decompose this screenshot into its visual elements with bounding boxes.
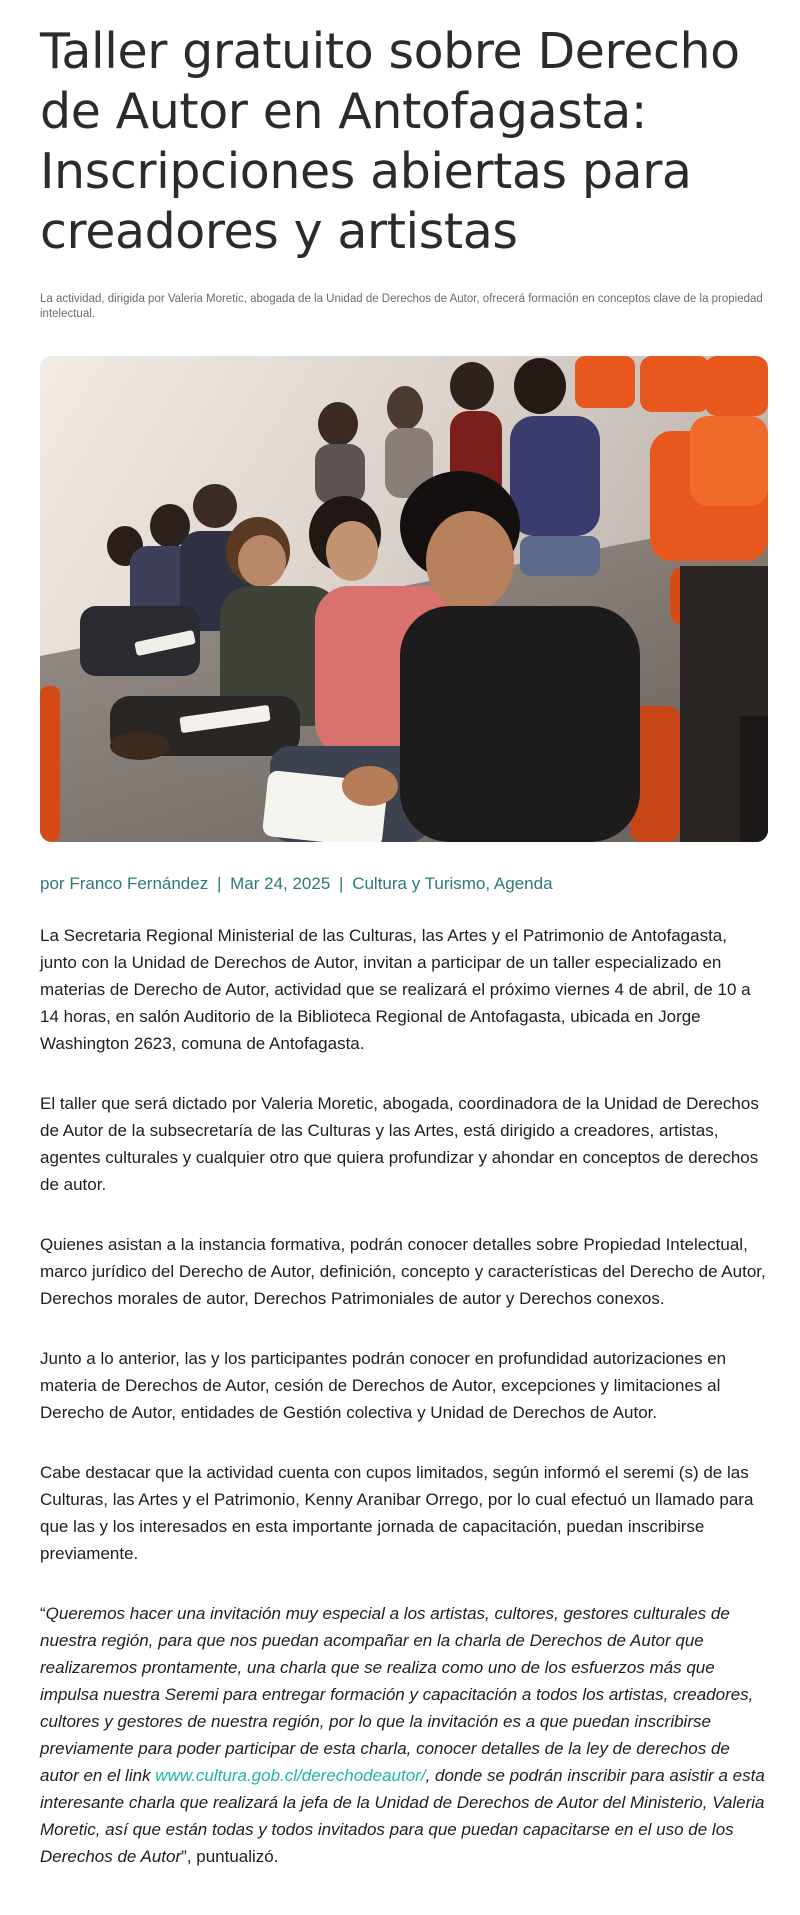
category-link-agenda[interactable]: Agenda [493,874,553,893]
article [40,0,768,1870]
post-meta [40,873,768,895]
paragraph-2: El taller que será dictado por Valeria Moretic, abogada, coordinadora de la Unidad de Derechos de Autor de la subsecretaría de las Culturas y las Artes, está dirigido a creadores, artistas, agentes culturales y cualquier otro que quiera profundizar y ahondar en conceptos de derechos de autor. [40,1094,759,1194]
paragraph-5: Cabe destacar que la actividad cuenta con cupos limitados, según informó el seremi (s) de las Culturas, las Artes y el Patrimonio, Kenny Aranibar Orrego, por lo cual efectuó un llamado para que las y los interesados en esta importante jornada de capacitación, puedan inscribirse previamente. [40,1463,754,1563]
derecho-de-autor-link[interactable]: www.cultura.gob.cl/derechodeautor/ [155,1766,426,1785]
quote-attribution: , puntualizó. [186,1847,279,1866]
meta-separator: | [339,874,344,893]
paragraph-4: Junto a lo anterior, las y los participantes podrán conocer en profundidad autorizaciones en materia de Derechos de Autor, cesión de Derechos de Autor, excepciones y limitaciones al Derecho de Autor, entidades de Gestión colectiva y Unidad de Derechos de Autor. [40,1349,727,1422]
hero-image [40,356,768,842]
article-body [40,922,768,1870]
meta-by: por [40,874,65,893]
category-separator: , [485,874,491,893]
article-title: Taller gratuito sobre Derecho de Autor en Antofagasta: Inscripciones abiertas para creadores y artistas [40,23,740,260]
category-link-cultura[interactable]: Cultura y Turismo [352,874,486,893]
quote-close-mark: ” [181,1847,187,1866]
workshop-photo [40,356,768,842]
quote-open-mark: “ [40,1604,46,1623]
paragraph-3: Quienes asistan a la instancia formativa, podrán conocer detalles sobre Propiedad Intelectual, marco jurídico del Derecho de Autor, definición, concepto y características del Derecho de Autor, Derechos morales de autor, Derechos Patrimoniales de autor y Derechos conexos. [40,1235,766,1308]
post-date: Mar 24, 2025 [230,874,331,893]
quote-paragraph [40,1600,768,1870]
quote-text-before-link: Queremos hacer una invitación muy especial a los artistas, cultores, gestores culturales de nuestra región, para que nos puedan acompañar en la charla de Derechos de Autor que realizaremos prontamente, una charla que se realiza como uno de los esfuerzos más que impulsa nuestra Seremi para entregar formación y capacitación a todos los artistas, creadores, cultores y gestores de nuestra región, por lo que la invitación es a que puedan inscribirse previamente para poder participar de esta charla, conocer detalles de la ley de derechos de autor en el link [40,1604,754,1785]
quote-text-after-link: , donde se podrán inscribir para asistir a esta interesante charla que realizará la jefa de la Unidad de Derechos de Autor del Ministerio, Valeria Moretic, así que están todas y todos invitados para que puedan capacitarse en el uso de los Derechos de Autor [40,1766,765,1866]
meta-separator: | [216,874,222,893]
article-excerpt: La actividad, dirigida por Valeria Moretic, abogada de la Unidad de Derechos de Autor, ofrecerá formación en conceptos clave de la propiedad intelectual. [40,293,763,320]
paragraph-1: La Secretaria Regional Ministerial de las Culturas, las Artes y el Patrimonio de Antofagasta, junto con la Unidad de Derechos de Autor, invitan a participar de un taller especializado en materias de Derecho de Autor, actividad que se realizará el próximo viernes 4 de abril, de 10 a 14 horas, en salón Auditorio de la Biblioteca Regional de Antofagasta, ubicada en Jorge Washington 2623, comuna de Antofagasta. [40,926,751,1053]
author-link[interactable]: Franco Fernández [69,874,209,893]
